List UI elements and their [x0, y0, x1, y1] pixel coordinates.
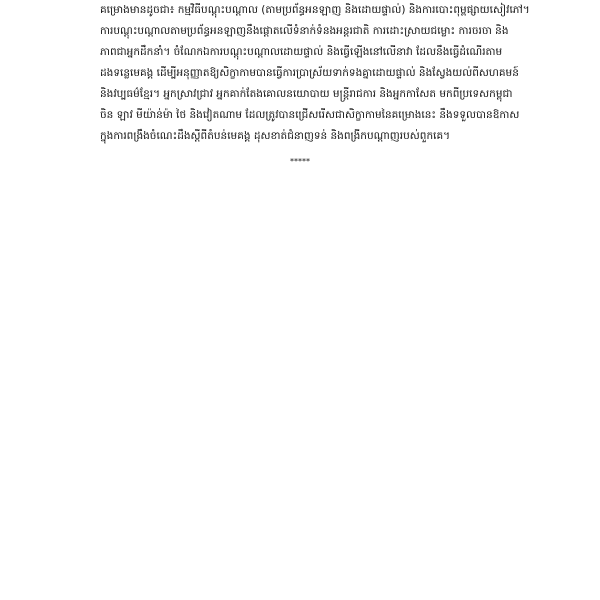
paragraph-line-6: ចិន ឡាវ មីយ៉ាន់ម៉ា ថៃ និងវៀតណាម ដែលត្រូវបានជ្រើសរើសជាសិក្ខាកាមនៃគម្រោងនេះ នឹងទទួលបានឱកាស — [100, 109, 520, 121]
paragraph-line-7: ក្នុងការពង្រឹងចំណេះដឹងស្ដីពីតំបន់មេគង្គ ដុសខាត់ជំនាញទន់ និងពង្រីកបណ្ដាញរបស់ពួកគេ។ — [100, 130, 451, 142]
section-separator: ***** — [290, 157, 310, 166]
paragraph-line-5: និងវប្បធម៌ខ្មែរ។ អ្នកស្រាវជ្រាវ អ្នកគាក់តែងគោលនយោបាយ មន្ត្រីរាជការ និងអ្នកកាសែត មកពីប្រទេសកម្ពុជា — [100, 88, 513, 100]
paragraph-line-4: ដងទន្លេមេគង្គ ដើម្បីអនុញ្ញាតឱ្យសិក្ខាកាមបានធ្វើការប្រាស្រ័យទាក់ទងគ្នាដោយផ្ទាល់ និងស្វែងយល់ពីសហគមន៍ — [100, 67, 519, 79]
paragraph-line-3: ភាពជាអ្នកដឹកនាំ។ ចំណែកឯការបណ្ដុះបណ្ដាលដោយផ្ទាល់ និងធ្វើឡើងនៅលើនាវា ដែលនឹងធ្វើដំណើរតាម — [100, 46, 503, 58]
body-paragraph — [100, 0, 530, 147]
paragraph-line-1: គម្រោងមានដូចជា៖ កម្មវិធីបណ្ដុះបណ្ដាល (តាមប្រព័ន្ធអនឡាញ និងដោយផ្ទាល់) និងការបោះពុម្ពផ្សាយសៀវភៅ។ — [100, 4, 530, 16]
paragraph-line-2: ការបណ្ដុះបណ្ដាលតាមប្រព័ន្ធអនឡាញនឹងផ្ដោតលើទំនាក់ទំនងអន្តរជាតិ ការដោះស្រាយជម្លោះ ការចរចា និង — [100, 25, 509, 37]
